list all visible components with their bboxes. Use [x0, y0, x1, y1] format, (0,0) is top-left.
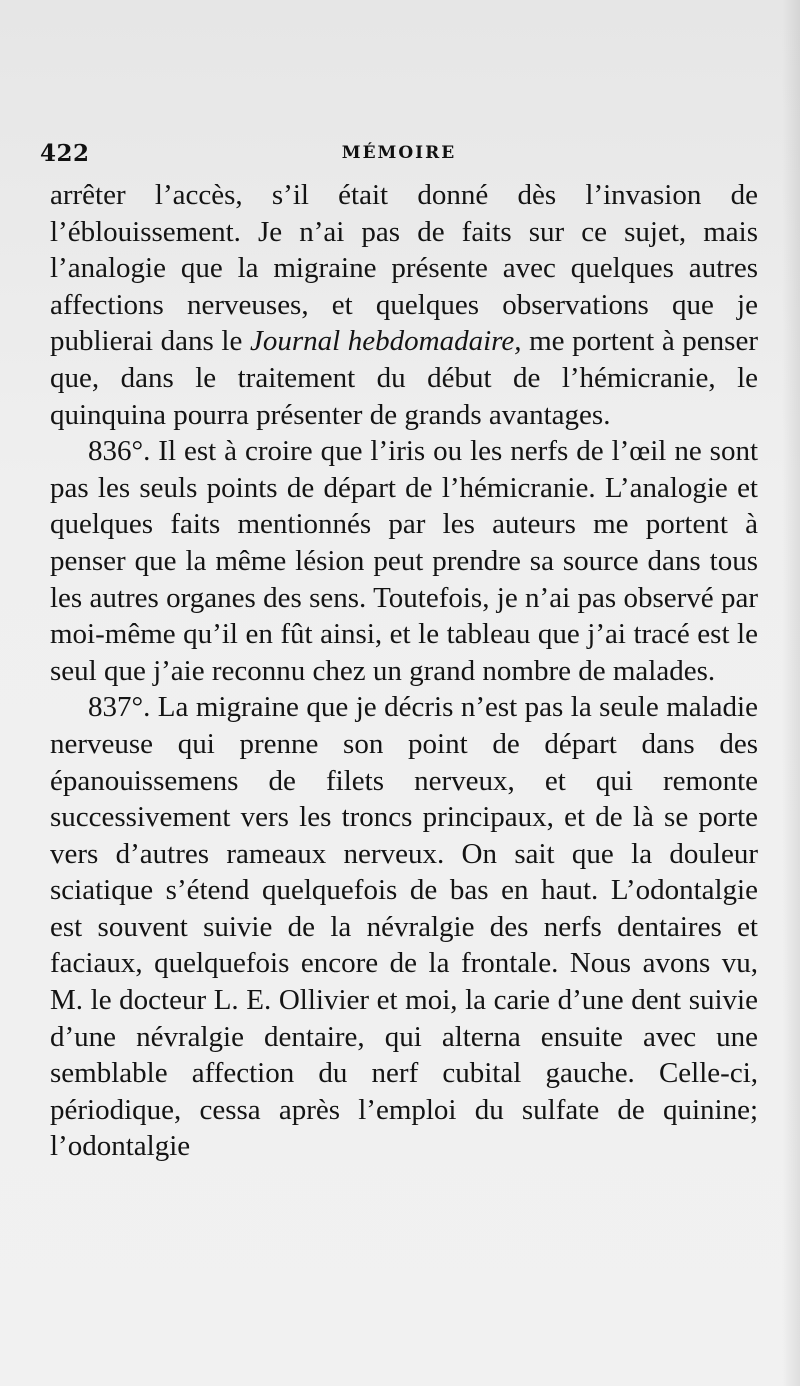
page-header [40, 140, 758, 168]
paragraph-836: 836°. Il est à croire que l’iris ou les nerfs de l’œil ne sont pas les seuls points de départ de l’hémicranie. L’analogie et quelques faits mentionnés par les auteurs me portent à penser que la même lésion peut prendre sa source dans tous les autres organes des sens. Toutefois, je n’ai pas observé par moi-même qu’il en fût ainsi, et le tableau que j’ai tracé est le seul que j’aie reconnu chez un grand nombre de malades. [50, 435, 758, 687]
paragraph-text: arrêter l’accès, s’il était donné dès l’invasion de l’éblouissement. Je n’ai pas de faits sur ce sujet, mais l’analogie que la migraine présente avec quelques autres affections nerveuses, et quelques observations que je publierai dans le [50, 179, 758, 358]
paragraph-continuation [50, 177, 758, 433]
paragraph-837: 837°. La migraine que je décris n’est pas la seule maladie nerveuse qui prenne son point de départ dans des épanouissemens de filets nerveux, et qui remonte successivement vers les troncs principaux, et de là se porte vers d’autres rameaux nerveux. On sait que la douleur sciatique s’étend quelquefois de bas en haut. L’odontalgie est souvent suivie de la névralgie des nerfs dentaires et faciaux, quelquefois encore de la frontale. Nous avons vu, M. le docteur L. E. Ollivier et moi, la carie d’une dent suivie d’une névralgie dentaire, qui alterna ensuite avec une semblable affection du nerf cubital gauche. Celle-ci, périodique, cessa après l’emploi du sulfate de quinine; l’odontalgie [50, 691, 758, 1163]
body-text [50, 177, 758, 1165]
paragraph-text-end: me portent à penser que, dans le traitement du début de l’hémicranie, le quinquina pourra présenter de grands avantages. [50, 325, 758, 431]
journal-title: Journal hebdomadaire, [249, 325, 522, 358]
page-number: 422 [40, 140, 90, 167]
running-head: MÉMOIRE [341, 143, 457, 163]
